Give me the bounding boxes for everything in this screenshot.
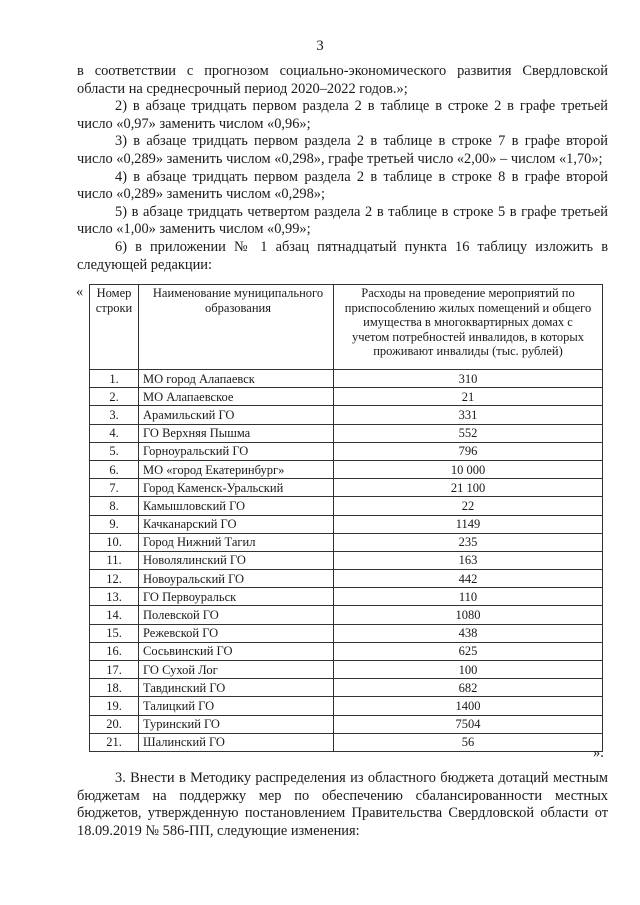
row-number-cell: 14. [90,606,139,624]
header-municipality: Наименование муниципального образования [139,285,334,370]
paragraph-item-5: 5) в абзаце тридцать четвертом раздела 2 в таблице в строке 5 в графе третьей число «1,00» заменить числом «0,99»; [77,203,608,238]
row-number-cell: 15. [90,624,139,642]
expense-value-cell: 442 [334,570,603,588]
row-number-cell: 7. [90,479,139,497]
paragraph-item-4: 4) в абзаце тридцать первом раздела 2 в таблице в строке 8 в графе второй число «0,289» заменить числом «0,298»; [77,168,608,203]
municipality-cell: Сосьвинский ГО [139,642,334,660]
row-number-cell: 21. [90,733,139,751]
row-number-cell: 4. [90,424,139,442]
row-number-cell: 19. [90,697,139,715]
table-row [90,697,603,715]
paragraph-item-6: 6) в приложении № 1 абзац пятнадцатый пункта 16 таблицу изложить в следующей редакции: [77,238,608,273]
row-number-cell: 18. [90,679,139,697]
row-number-cell: 13. [90,588,139,606]
row-number-cell: 8. [90,497,139,515]
municipal-expenses-table [89,284,603,752]
expense-value-cell: 1149 [334,515,603,533]
table-row [90,424,603,442]
municipality-cell: ГО Первоуральск [139,588,334,606]
municipality-cell: Тавдинский ГО [139,679,334,697]
expense-value-cell: 163 [334,551,603,569]
table-body [90,370,603,752]
municipality-cell: ГО Сухой Лог [139,661,334,679]
row-number-cell: 1. [90,370,139,388]
page-number: 3 [316,38,324,54]
expense-value-cell: 682 [334,679,603,697]
municipality-cell: Город Каменск-Уральский [139,479,334,497]
expense-value-cell: 625 [334,642,603,660]
municipality-cell: Режевской ГО [139,624,334,642]
municipality-cell: Шалинский ГО [139,733,334,751]
expense-value-cell: 56 [334,733,603,751]
expense-value-cell: 21 [334,388,603,406]
row-number-cell: 12. [90,570,139,588]
municipality-cell: МО «город Екатеринбург» [139,460,334,478]
opening-quote: « [76,284,84,300]
table-row [90,624,603,642]
municipality-cell: ГО Верхняя Пышма [139,424,334,442]
municipality-cell: Город Нижний Тагил [139,533,334,551]
table-row [90,642,603,660]
municipality-cell: Полевской ГО [139,606,334,624]
closing-quote: ». [593,745,604,761]
header-row-number: Номер строки [90,285,139,370]
table-row [90,370,603,388]
table-row [90,679,603,697]
expense-value-cell: 235 [334,533,603,551]
expense-value-cell: 552 [334,424,603,442]
table-row [90,460,603,478]
row-number-cell: 10. [90,533,139,551]
table-row [90,733,603,751]
expense-value-cell: 438 [334,624,603,642]
table-header-row [90,285,603,370]
table-row [90,606,603,624]
expense-value-cell: 796 [334,442,603,460]
expense-value-cell: 110 [334,588,603,606]
expense-value-cell: 10 000 [334,460,603,478]
municipality-cell: МО Алапаевское [139,388,334,406]
municipality-cell: Новоуральский ГО [139,570,334,588]
municipality-cell: Новолялинский ГО [139,551,334,569]
expense-value-cell: 22 [334,497,603,515]
table-row [90,442,603,460]
paragraph-continuation: в соответствии с прогнозом социально-экономического развития Свердловской области на среднесрочный период 2020–2022 годов.»; [77,63,608,97]
header-expenses: Расходы на проведение мероприятий по приспособлению жилых помещений и общего имущества в многоквартирных домах с учетом потребностей инвалидов, в которых проживают инвалиды (тыс. рублей) [334,285,603,370]
table-row [90,588,603,606]
table-row [90,570,603,588]
row-number-cell: 6. [90,460,139,478]
expense-value-cell: 310 [334,370,603,388]
paragraph-item-2: 2) в абзаце тридцать первом раздела 2 в таблице в строке 2 в графе третьей число «0,97» заменить числом «0,96»; [77,98,608,132]
expense-value-cell: 331 [334,406,603,424]
municipality-cell: Арамильский ГО [139,406,334,424]
row-number-cell: 20. [90,715,139,733]
paragraph-item-3: 3) в абзаце тридцать первом раздела 2 в таблице в строке 7 в графе второй число «0,289» заменить числом «0,298», графе третьей число «2,00» – числом «1,70»; [77,133,608,167]
municipality-cell: Качканарский ГО [139,515,334,533]
row-number-cell: 9. [90,515,139,533]
amendment-paragraphs [77,63,608,274]
table-row [90,479,603,497]
expense-value-cell: 7504 [334,715,603,733]
table-row [90,661,603,679]
expense-value-cell: 1080 [334,606,603,624]
municipality-cell: Талицкий ГО [139,697,334,715]
row-number-cell: 3. [90,406,139,424]
municipality-cell: Горноуральский ГО [139,442,334,460]
municipality-cell: Камышловский ГО [139,497,334,515]
expense-value-cell: 100 [334,661,603,679]
expense-value-cell: 21 100 [334,479,603,497]
row-number-cell: 17. [90,661,139,679]
row-number-cell: 11. [90,551,139,569]
row-number-cell: 5. [90,442,139,460]
expense-value-cell: 1400 [334,697,603,715]
closing-paragraph-block [77,770,608,840]
table-row [90,515,603,533]
table-row [90,406,603,424]
row-number-cell: 2. [90,388,139,406]
municipality-cell: Туринский ГО [139,715,334,733]
table-row [90,497,603,515]
row-number-cell: 16. [90,642,139,660]
table-row [90,533,603,551]
table-row [90,551,603,569]
municipality-cell: МО город Алапаевск [139,370,334,388]
table-row [90,388,603,406]
table-row [90,715,603,733]
paragraph-item-3-methodology: 3. Внести в Методику распределения из областного бюджета дотаций местным бюджетам на поддержку мер по обеспечению сбалансированности местных бюджетов, утвержденную постановлением Правительства Свердловской области от 18.09.2019 № 586-ПП, следующие изменения: [77,770,608,839]
